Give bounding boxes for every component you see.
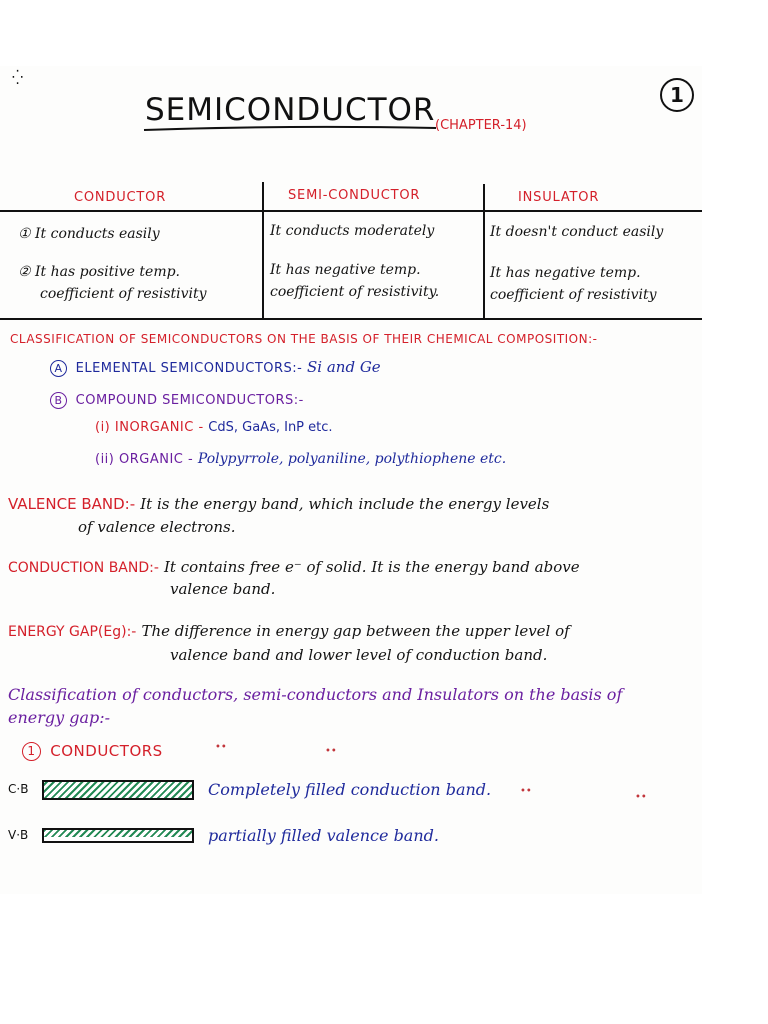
table-divider: [483, 184, 485, 319]
item-value: Polypyrrole, polyaniline, polythiophene etc.: [197, 451, 507, 467]
table-cell: coefficient of resistivity: [40, 286, 207, 302]
ink-dot-icon: ••: [325, 746, 337, 757]
title-underline-icon: [140, 124, 440, 134]
marker: (i): [95, 420, 111, 435]
table-header-insulator: INSULATOR: [518, 190, 600, 205]
page-number: 1: [660, 78, 694, 112]
conductors-heading: [22, 742, 163, 761]
ink-dot-icon: ••: [520, 786, 532, 797]
table-cell: ② It has positive temp.: [18, 264, 181, 280]
table-top-rule: [0, 210, 702, 212]
conduction-band-diagram: [42, 780, 194, 800]
table-cell: coefficient of resistivity: [490, 287, 657, 303]
marker: B: [50, 392, 67, 409]
list-item: [50, 392, 304, 409]
item-label: ORGANIC -: [119, 452, 194, 467]
marker: 1: [22, 742, 41, 761]
marker: A: [50, 360, 67, 377]
table-divider: [262, 182, 264, 319]
page-title: SEMICONDUCTOR: [145, 92, 436, 128]
marker: (ii): [95, 452, 115, 467]
item-label: COMPOUND SEMICONDUCTORS:-: [75, 393, 304, 408]
table-cell: It has negative temp.: [270, 262, 421, 278]
ink-mark-icon: ⁛: [12, 70, 24, 86]
section-heading: CLASSIFICATION OF SEMICONDUCTORS ON THE BASIS OF THEIR CHEMICAL COMPOSITION:-: [10, 332, 598, 346]
item-value: Si and Ge: [307, 358, 381, 376]
valence-band-definition: [8, 494, 549, 513]
cb-description: Completely filled conduction band.: [208, 780, 492, 799]
energy-gap-heading: Classification of conductors, semi-conductors and Insulators on the basis of energy gap:-: [8, 685, 623, 727]
term-text: It is the energy band, which include the energy levels: [140, 495, 550, 513]
chapter-label: (CHAPTER-14): [435, 118, 527, 133]
cb-label: C·B: [8, 782, 29, 796]
vb-label: V·B: [8, 828, 29, 842]
term-text: valence band.: [170, 580, 276, 598]
item-label: ELEMENTAL SEMICONDUCTORS:-: [75, 361, 303, 376]
term-label: VALENCE BAND:-: [8, 495, 136, 513]
table-bottom-rule: [0, 318, 702, 320]
term-label: CONDUCTION BAND:-: [8, 560, 159, 576]
table-header-conductor: CONDUCTOR: [74, 190, 167, 205]
item-value: CdS, GaAs, InP etc.: [208, 420, 333, 435]
term-text: It contains free e⁻ of solid. It is the energy band above: [164, 558, 580, 576]
item-label: INORGANIC -: [114, 420, 204, 435]
list-item: [95, 451, 506, 467]
term-text: valence band and lower level of conduction band.: [170, 646, 548, 664]
conduction-band-definition: [8, 557, 580, 576]
table-header-semiconductor: SEMI-CONDUCTOR: [288, 188, 421, 203]
table-cell: It has negative temp.: [490, 265, 641, 281]
table-cell: ① It conducts easily: [18, 226, 160, 242]
list-item: [95, 420, 333, 435]
term-text: The difference in energy gap between the upper level of: [141, 622, 570, 640]
valence-band-diagram: [42, 828, 194, 843]
energy-gap-definition: [8, 621, 570, 640]
item-label: CONDUCTORS: [50, 742, 163, 760]
term-label: ENERGY GAP(Eg):-: [8, 624, 137, 640]
table-cell: coefficient of resistivity.: [270, 284, 440, 300]
term-text: of valence electrons.: [78, 518, 236, 536]
table-cell: It doesn't conduct easily: [490, 224, 664, 240]
ink-dot-icon: ••: [215, 742, 227, 753]
vb-description: partially filled valence band.: [208, 826, 439, 845]
list-item: [50, 358, 381, 377]
ink-dot-icon: ••: [635, 792, 647, 803]
table-cell: It conducts moderately: [270, 223, 435, 239]
